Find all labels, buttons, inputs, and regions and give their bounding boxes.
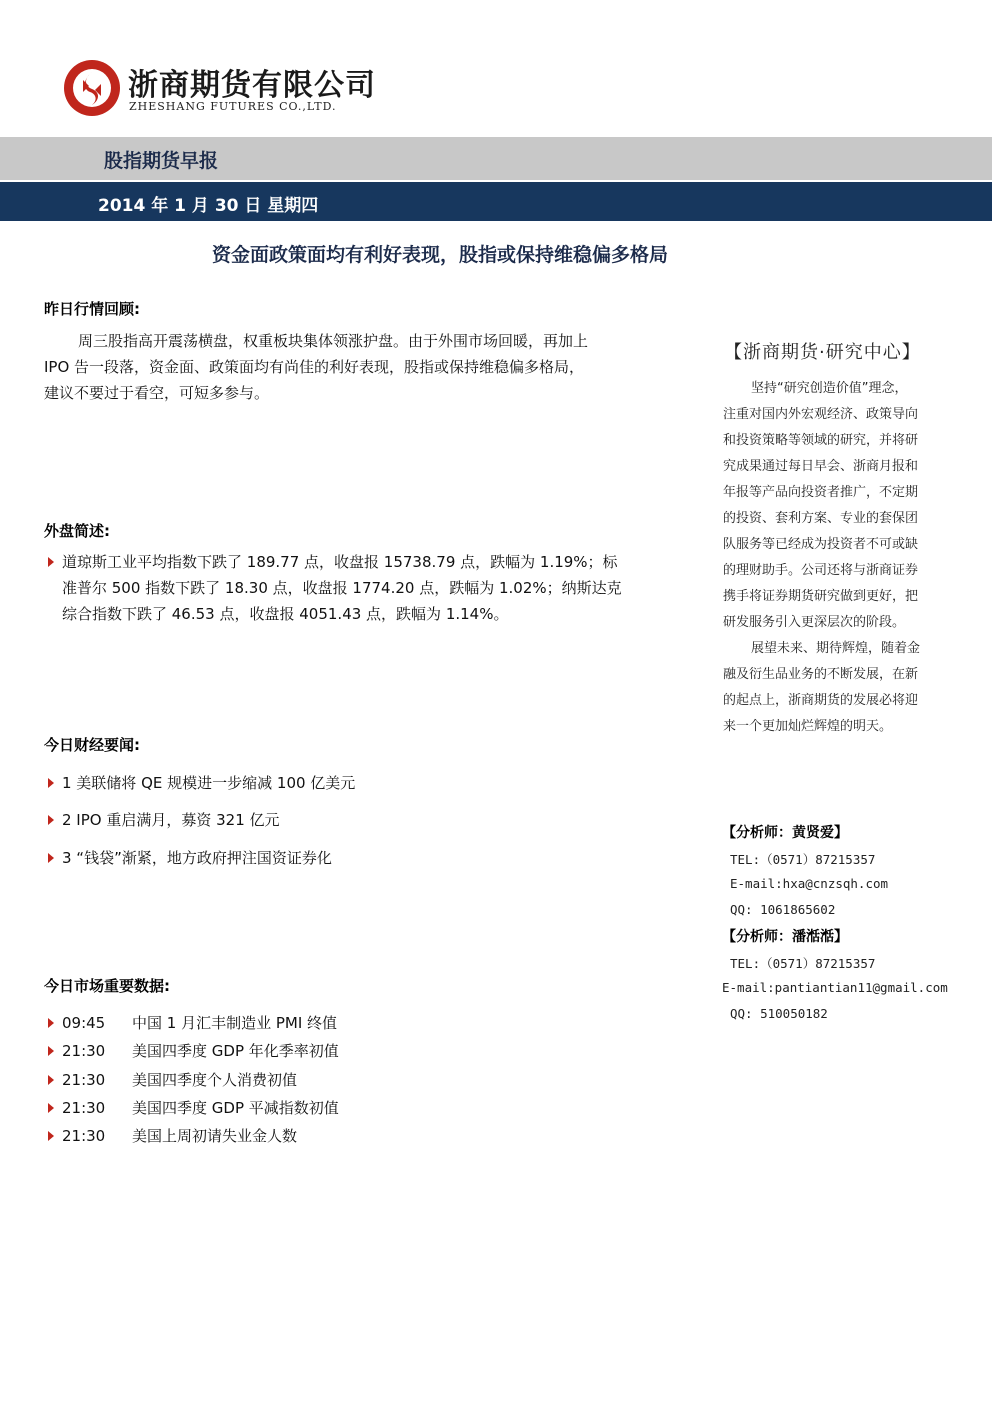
event-name: 中国 1 月汇丰制造业 PMI 终值: [132, 1014, 338, 1032]
review-line-2: IPO 告一段落，资金面、政策面均有尚佳的利好表现，股指或保持维稳偏多格局，: [44, 358, 585, 376]
company-name-cn: 浙商期货有限公司: [128, 68, 376, 103]
analyst-tel: TEL:（0571）87215357: [730, 956, 876, 971]
market-data-row: [48, 1010, 337, 1036]
event-time: 21:30: [62, 1071, 106, 1089]
headline: 资金面政策面均有利好表现，股指或保持维稳偏多格局: [211, 244, 668, 266]
intro-line: 研发服务引入更深层次的阶段。: [723, 615, 906, 630]
overseas-bullet: [48, 549, 618, 575]
news-item: [48, 845, 332, 871]
company-logo: [62, 58, 122, 118]
intro-line: 队服务等已经成为投资者不可或缺: [723, 537, 919, 552]
intro-line: 来一个更加灿烂辉煌的明天。: [723, 719, 893, 734]
news-item-text: 1 美联储将 QE 规模进一步缩减 100 亿美元: [62, 774, 356, 792]
event-time: 09:45: [62, 1014, 106, 1032]
intro-line: 携手将证券期货研究做到更好，把: [723, 589, 919, 604]
intro-line: 年报等产品向投资者推广，不定期: [723, 485, 919, 500]
event-time: 21:30: [62, 1042, 106, 1060]
bullet-arrow-icon: [48, 1131, 54, 1141]
intro-line: 的理财助手。公司还将与浙商证券: [723, 563, 919, 578]
analyst-label: 【分析师：潘湉湉】: [722, 929, 848, 945]
event-name: 美国上周初请失业金人数: [132, 1127, 298, 1145]
research-center-title: 【浙商期货·研究中心】: [724, 342, 921, 363]
news-title: 今日财经要闻:: [44, 736, 140, 754]
event-time: 21:30: [62, 1099, 106, 1117]
bullet-arrow-icon: [48, 557, 54, 567]
bullet-arrow-icon: [48, 1018, 54, 1028]
analyst-email: E-mail:pantiantian11@gmail.com: [722, 980, 948, 995]
news-item-text: 3 “钱袋”渐紧，地方政府押注国资证券化: [62, 849, 332, 867]
news-item: [48, 807, 280, 833]
intro-line: 融及衍生品业务的不断发展，在新: [723, 667, 919, 682]
event-name: 美国四季度个人消费初值: [132, 1071, 298, 1089]
bullet-arrow-icon: [48, 1075, 54, 1085]
analyst-label: 【分析师：黄贤爱】: [722, 825, 848, 841]
report-date: 2014 年 1 月 30 日 星期四: [98, 196, 319, 216]
overseas-line-3: 综合指数下跌了 46.53 点，收盘报 4051.43 点，跌幅为 1.14%。: [62, 605, 509, 623]
analyst-qq: QQ: 1061865602: [730, 902, 836, 917]
intro-line: 的投资、套利方案、专业的套保团: [723, 511, 919, 526]
overseas-title: 外盘简述:: [44, 522, 110, 540]
intro-line: 注重对国内外宏观经济、政策导向: [723, 407, 919, 422]
bullet-arrow-icon: [48, 853, 54, 863]
bullet-arrow-icon: [48, 815, 54, 825]
intro-line: 和投资策略等领域的研究，并将研: [723, 433, 919, 448]
event-name: 美国四季度 GDP 年化季率初值: [132, 1042, 339, 1060]
review-line-3: 建议不要过于看空，可短多参与。: [44, 384, 270, 402]
news-item-text: 2 IPO 重启满月，募资 321 亿元: [62, 811, 280, 829]
market-data-row: [48, 1095, 339, 1121]
review-title: 昨日行情回顾:: [44, 300, 140, 318]
intro-line: 究成果通过每日早会、浙商月报和: [723, 459, 919, 474]
intro-line: 的起点上，浙商期货的发展必将迎: [723, 693, 919, 708]
market-data-row: [48, 1123, 297, 1149]
overseas-line-1: 道琼斯工业平均指数下跌了 189.77 点，收盘报 15738.79 点，跌幅为 1.19%；标: [62, 553, 618, 571]
market-data-title: 今日市场重要数据:: [44, 977, 170, 995]
analyst-email: E-mail:hxa@cnzsqh.com: [730, 876, 889, 891]
intro-line: 坚持“研究创造价值”理念，: [751, 381, 908, 396]
news-item: [48, 770, 355, 796]
intro-line: 展望未来、期待辉煌，随着金: [751, 641, 921, 656]
review-line-1: 周三股指高开震荡横盘，权重板块集体领涨护盘。由于外围市场回暖，再加上: [78, 332, 589, 350]
report-title: 股指期货早报: [104, 150, 219, 172]
overseas-line-2: 准普尔 500 指数下跌了 18.30 点，收盘报 1774.20 点，跌幅为 1.02%；纳斯达克: [62, 579, 622, 597]
market-data-row: [48, 1067, 297, 1093]
date-band: [0, 182, 992, 221]
analyst-tel: TEL:（0571）87215357: [730, 852, 876, 867]
company-name-en: ZHESHANG FUTURES CO.,LTD.: [129, 100, 337, 113]
analyst-qq: QQ: 510050182: [730, 1006, 828, 1021]
bullet-arrow-icon: [48, 778, 54, 788]
report-title-band: [0, 137, 992, 180]
event-time: 21:30: [62, 1127, 106, 1145]
research-center-intro: [723, 376, 955, 740]
bullet-arrow-icon: [48, 1103, 54, 1113]
event-name: 美国四季度 GDP 平减指数初值: [132, 1099, 339, 1117]
market-data-row: [48, 1038, 339, 1064]
bullet-arrow-icon: [48, 1046, 54, 1056]
